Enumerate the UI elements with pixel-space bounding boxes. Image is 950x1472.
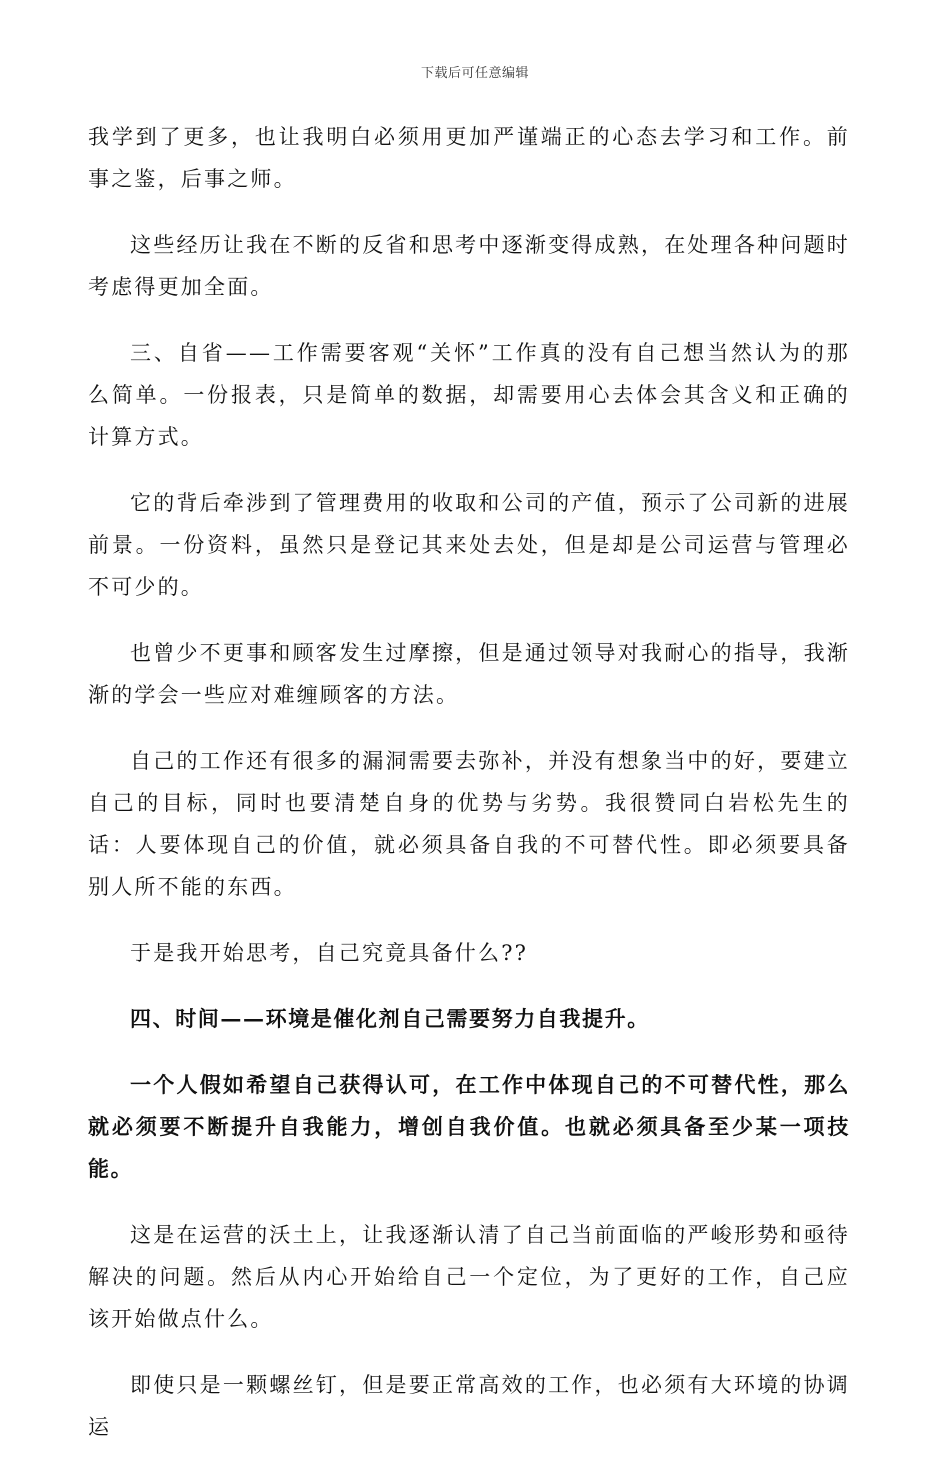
document-body	[88, 116, 850, 1472]
paragraph-4: 它的背后牵涉到了管理费用的收取和公司的产值，预示了公司新的进展前景。一份资料，虽然只是登记其来处去处，但是却是公司运营与管理必不可少的。	[88, 491, 850, 599]
page-header: 下载后可任意编辑	[420, 66, 529, 81]
paragraph-7: 于是我开始思考，自己究竟具备什么??	[130, 941, 529, 965]
paragraph-10: 即使只是一颗螺丝钉，但是要正常高效的工作，也必须有大环境的协调运	[88, 1373, 850, 1439]
paragraph-6: 自己的工作还有很多的漏洞需要去弥补，并没有想象当中的好，要建立自己的目标，同时也要清楚自身的优势与劣势。我很赞同白岩松先生的话：人要体现自己的价值，就必须具备自我的不可替代性。即必须要具备别人所不能的东西。	[88, 749, 850, 899]
paragraph-8-bold: 一个人假如希望自己获得认可，在工作中体现自己的不可替代性，那么就必须要不断提升自我能力，增创自我价值。也就必须具备至少某一项技能。	[88, 1072, 850, 1181]
section-heading-4: 四、时间——环境是催化剂自己需要努力自我提升。	[130, 1006, 650, 1031]
paragraph-1: 我学到了更多，也让我明白必须用更加严谨端正的心态去学习和工作。前事之鉴，后事之师。	[88, 125, 850, 191]
paragraph-3: 三、自省——工作需要客观“关怀”工作真的没有自己想当然认为的那么简单。一份报表，只是简单的数据，却需要用心去体会其含义和正确的计算方式。	[88, 341, 850, 449]
paragraph-2: 这些经历让我在不断的反省和思考中逐渐变得成熟，在处理各种问题时考虑得更加全面。	[88, 233, 850, 299]
paragraph-9: 这是在运营的沃土上，让我逐渐认清了自己当前面临的严峻形势和亟待解决的问题。然后从内心开始给自己一个定位，为了更好的工作，自己应该开始做点什么。	[88, 1223, 850, 1331]
paragraph-5: 也曾少不更事和顾客发生过摩擦，但是通过领导对我耐心的指导，我渐渐的学会一些应对难缠顾客的方法。	[88, 641, 850, 707]
